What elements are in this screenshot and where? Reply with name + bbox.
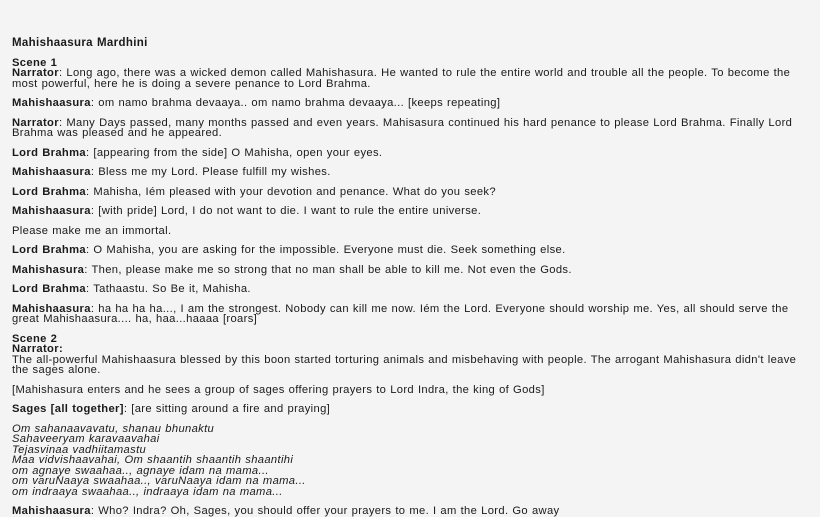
chant-block: [12, 424, 808, 498]
dialogue-line: [12, 506, 808, 517]
dialogue-line: [12, 98, 808, 109]
dialogue-line: [12, 148, 808, 159]
narration-text: The all-powerful Mahishaasura blessed by this boon started torturing animals and misbehaving with people. The arrogant Mahishasura didn't leave the sages alone.: [12, 353, 797, 376]
dialogue-text: : om namo brahma devaaya.. om namo brahma devaaya... [keeps repeating]: [90, 97, 501, 109]
dialogue-text: : [are sitting around a fire and praying]: [123, 403, 331, 415]
speaker-name: Sages [all together]: [12, 403, 124, 415]
speaker-name: Mahishaasura: [12, 166, 91, 178]
speaker-name: Lord Brahma: [12, 283, 86, 295]
chant-line: om varuNaaya swaahaa.., varuNaaya idam na mama...: [12, 475, 306, 487]
dialogue-line: [12, 118, 808, 139]
scene-1-label: Scene 1: [12, 56, 58, 69]
chant-line: Maa vidvishaavahai, Om shaantih shaantih shaantihi: [12, 454, 294, 466]
dialogue-line: [12, 167, 808, 178]
dialogue-text: : Bless me my Lord. Please fulfill my wishes.: [90, 166, 331, 178]
chant-line: om indraaya swaahaa.., indraaya idam na mama...: [12, 485, 283, 498]
dialogue-line: [12, 304, 808, 325]
speaker-colon: :: [58, 343, 64, 355]
speaker-name: Mahishaasura: [12, 505, 91, 517]
speaker-name: Lord Brahma: [12, 244, 86, 256]
dialogue-line: [12, 187, 808, 198]
speaker-name: Mahishaasura: [12, 302, 91, 315]
dialogue-text: : Mahisha, Iém pleased with your devotion and penance. What do you seek?: [85, 185, 496, 198]
speaker-name: Mahishasura: [12, 263, 85, 276]
dialogue-text: : ha ha ha ha..., I am the strongest. Nobody can kill me now. Iém the Lord. Everyone should worship me. Yes, all should serve the great Mahishaasura.... ha, haa...haaaa [roars]: [12, 302, 789, 325]
dialogue-text: Please make me an immortal.: [12, 224, 172, 237]
scene-1-narration: [12, 58, 808, 90]
speaker-name: Lord Brahma: [12, 146, 86, 159]
dialogue-line: [12, 226, 808, 237]
dialogue-line: [12, 206, 808, 217]
dialogue-text: : Many Days passed, many months passed and even years. Mahisasura continued his hard penance to please Lord Brahma. Finally Lord Brahma was pleased and he appeared.: [12, 116, 793, 139]
speaker-name: Lord Brahma: [12, 185, 86, 198]
dialogue-line: [12, 265, 808, 276]
chant-line: om agnaye swaahaa.., agnaye idam na mama...: [12, 464, 269, 477]
chant-line: Om sahanaavavatu, shanau bhunaktu: [12, 422, 215, 435]
speaker-name: Narrator: [12, 343, 59, 355]
chant-line: Sahaveeryam karavaavahai: [12, 433, 160, 445]
dialogue-text: : O Mahisha, you are asking for the impossible. Everyone must die. Seek something else.: [85, 244, 566, 256]
dialogue-text: : [appearing from the side] O Mahisha, open your eyes.: [85, 146, 383, 159]
dialogue-line: [12, 284, 808, 295]
speaker-name: Mahishaasura: [12, 205, 91, 217]
speaker-name: Mahishaasura: [12, 97, 91, 109]
speaker-name: Narrator: [12, 116, 59, 129]
scene-2-label: Scene 2: [12, 332, 58, 345]
chant-line: Tejasvinaa vadhiitamastu: [12, 443, 147, 456]
stage-direction: [Mahishasura enters and he sees a group of sages offering prayers to Lord Indra, the king of Gods]: [12, 383, 545, 396]
dialogue-line: [12, 404, 808, 415]
dialogue-line: [12, 245, 808, 256]
dialogue-text: : [with pride] Lord, I do not want to die. I want to rule the entire universe.: [90, 205, 482, 217]
document-title: Mahishaasura Mardhini: [12, 37, 148, 49]
scene-2-narration: [12, 334, 808, 376]
dialogue-text: : Long ago, there was a wicked demon called Mahishasura. He wanted to rule the entire world and trouble all the people. To become the most powerful, here he is doing a severe penance to Lord Brahma.: [12, 67, 791, 90]
dialogue-text: : Then, please make me so strong that no man shall be able to kill me. Not even the Gods.: [84, 263, 572, 276]
dialogue-text: : Tathaastu. So Be it, Mahisha.: [85, 283, 251, 295]
dialogue-text: : Who? Indra? Oh, Sages, you should offer your prayers to me. I am the Lord. Go away: [90, 505, 560, 517]
speaker-name: Narrator: [12, 67, 59, 79]
